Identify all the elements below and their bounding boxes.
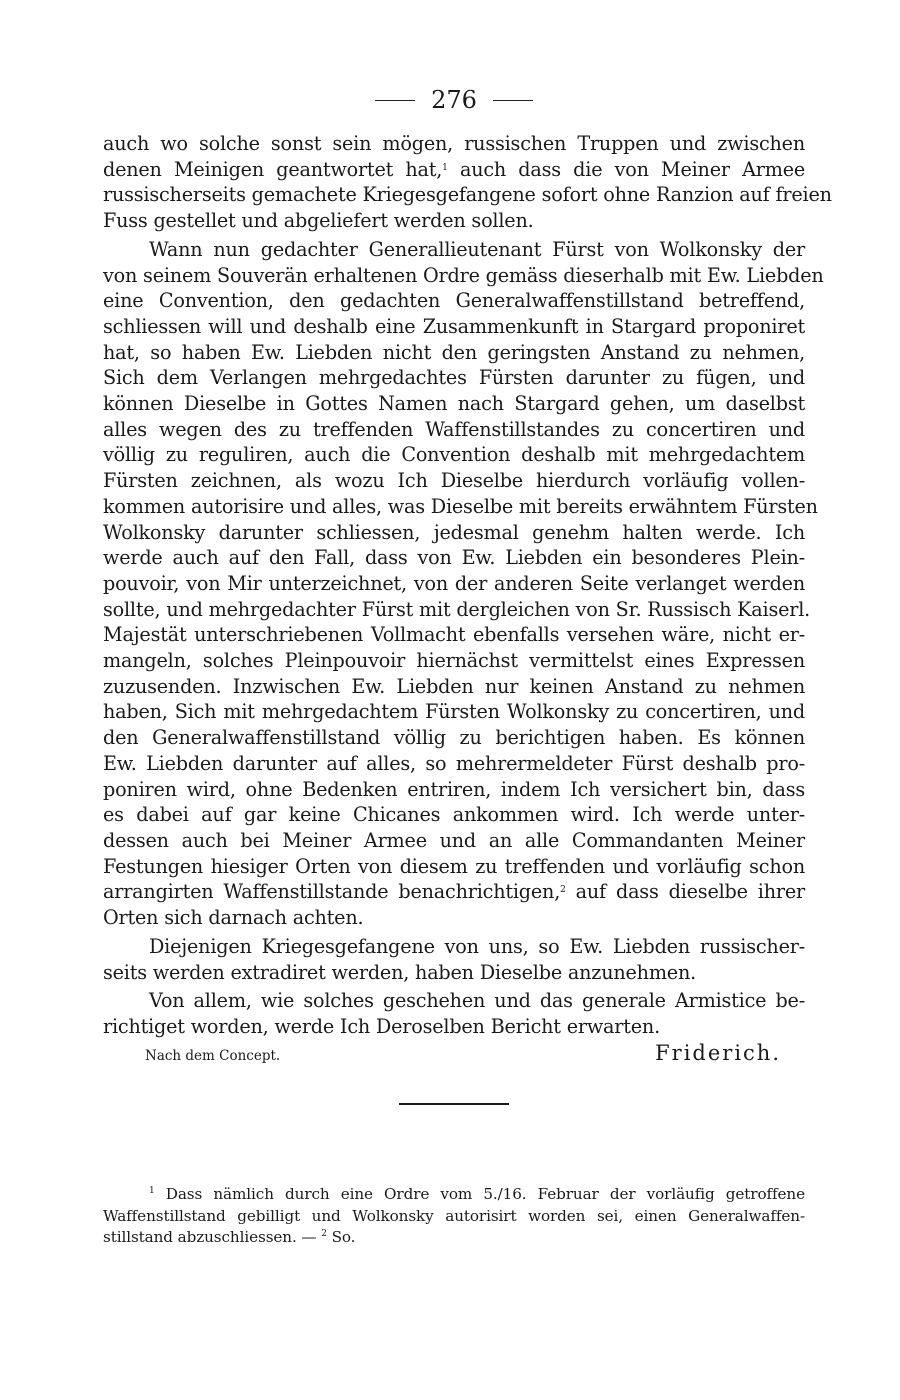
footnote-line: $^1$ Dass nämlich durch eine Ordre vom 5./16. Februar der vorläufig getroffene	[149, 1185, 805, 1203]
text-line: von seinem Souverän erhaltenen Ordre gemäss dieserhalb mit Ew. Liebden	[103, 263, 824, 287]
text-line: Wann nun gedachter Generallieutenant Fürst von Wolkonsky der	[149, 237, 805, 261]
text-line: eine Convention, den gedachten Generalwaffenstillstand betreffend,	[103, 289, 805, 313]
footnote-line: stillstand abzuschliessen. — $^2$ So.	[103, 1228, 356, 1246]
text-line: seits werden extradiret werden, haben Dieselbe anzunehmen.	[103, 960, 697, 984]
text-line: hat, so haben Ew. Liebden nicht den geringsten Anstand zu nehmen,	[103, 340, 805, 364]
footnote-marker: 2	[321, 1229, 327, 1239]
text-line: Festungen hiesiger Orten von diesem zu treffenden und vorläufig schon	[103, 854, 805, 878]
footnotes	[103, 1184, 805, 1249]
text-line: alles wegen des zu treffenden Waffenstillstandes zu concertiren und	[103, 417, 805, 441]
source-note: Nach dem Concept.	[145, 1048, 281, 1064]
text-line: denen Meinigen geantwortet hat,$^1$ auch dass die von Meiner Armee	[103, 157, 805, 181]
paragraph	[103, 988, 805, 1039]
text-line: dessen auch bei Meiner Armee und an alle Commandanten Meiner	[103, 828, 805, 852]
text-line: Sich dem Verlangen mehrgedachtes Fürsten darunter zu fügen, und	[103, 366, 805, 390]
text-line: auch wo solche sonst sein mögen, russischen Truppen und zwischen	[103, 132, 805, 155]
paragraph	[103, 237, 824, 931]
text-line: Fuss gestellet und abgeliefert werden sollen.	[103, 209, 534, 233]
text-line: sollte, und mehrgedachter Fürst mit dergleichen von Sr. Russisch Kaiserl.	[103, 597, 811, 621]
text-line: schliessen will und deshalb eine Zusammenkunft in Stargard proponiret	[103, 314, 805, 338]
paragraph	[103, 934, 805, 985]
text-line: poniren wird, ohne Bedenken entriren, indem Ich versichert bin, dass	[103, 777, 805, 801]
text-line: den Generalwaffenstillstand völlig zu berichtigen haben. Es können	[103, 726, 805, 750]
footnote-separator	[399, 1103, 509, 1105]
text-line: Fürsten zeichnen, als wozu Ich Dieselbe hierdurch vorläufig vollen-	[103, 469, 805, 493]
page-header	[103, 86, 805, 114]
text-line: arrangirten Waffenstillstande benachrichtigen,$^2$ auf dass dieselbe ihrer	[103, 880, 805, 904]
paragraph	[103, 131, 832, 234]
text-line: Orten sich darnach achten.	[103, 906, 364, 930]
text-line: werde auch auf den Fall, dass von Ew. Liebden ein besonderes Plein-	[103, 546, 805, 570]
text-line: richtiget worden, werde Ich Deroselben Bericht erwarten.	[103, 1014, 660, 1038]
footnote-line: Waffenstillstand gebilligt und Wolkonsky autorisirt worden sei, einen Generalwaffen-	[103, 1206, 805, 1225]
text-line: Majestät unterschriebenen Vollmacht ebenfalls versehen wäre, nicht er-	[103, 623, 805, 647]
footnote-marker: 1	[442, 162, 448, 173]
closing	[103, 1041, 805, 1065]
text-line: können Dieselbe in Gottes Namen nach Stargard gehen, um daselbst	[103, 392, 805, 416]
signature: Friderich.	[655, 1041, 781, 1065]
text-line: pouvoir, von Mir unterzeichnet, von der anderen Seite verlanget werden	[103, 571, 805, 595]
text-line: mangeln, solches Pleinpouvoir hiernächst vermittelst eines Expressen	[103, 649, 805, 673]
body-text	[103, 131, 832, 1043]
text-line: Von allem, wie solches geschehen und das generale Armistice be-	[149, 989, 805, 1013]
footnote-marker: 1	[149, 1186, 155, 1196]
text-line: haben, Sich mit mehrgedachtem Fürsten Wolkonsky zu concertiren, und	[103, 700, 805, 724]
text-line: zuzusenden. Inzwischen Ew. Liebden nur keinen Anstand zu nehmen	[103, 674, 805, 698]
text-line: kommen autorisire und alles, was Dieselbe mit bereits erwähntem Fürsten	[103, 494, 818, 518]
text-line: Ew. Liebden darunter auf alles, so mehrermeldeter Fürst deshalb pro-	[103, 751, 805, 775]
text-line: russischerseits gemachete Kriegesgefangene sofort ohne Ranzion auf freien	[103, 183, 832, 207]
header-dash-right	[493, 100, 533, 101]
page-number: 276	[431, 86, 477, 114]
text-line: völlig zu reguliren, auch die Convention deshalb mit mehrgedachtem	[103, 443, 805, 467]
footnote-marker: 2	[560, 885, 566, 896]
text-line: Diejenigen Kriegesgefangene von uns, so Ew. Liebden russischer-	[149, 934, 805, 958]
text-line: es dabei auf gar keine Chicanes ankommen wird. Ich werde unter-	[103, 803, 805, 827]
text-line: Wolkonsky darunter schliessen, jedesmal genehm halten werde. Ich	[103, 520, 805, 544]
header-dash-left	[375, 100, 415, 101]
